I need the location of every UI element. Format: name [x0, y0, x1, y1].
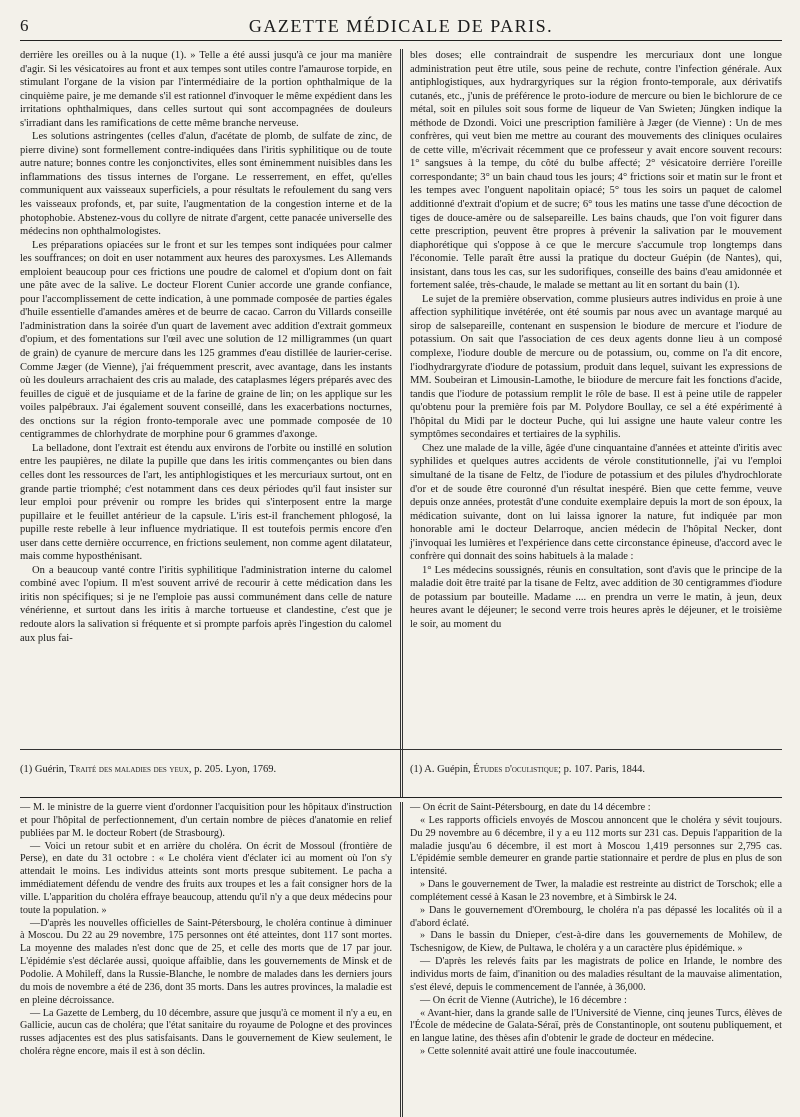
column-divider [400, 802, 403, 1117]
newspaper-page [20, 14, 782, 1117]
news-item: — On écrit de Saint-Pétersbourg, en date du 14 décembre : [410, 802, 651, 813]
news-left-column [20, 802, 392, 1117]
footnote-right [410, 750, 782, 797]
footnote-prefix: (1) Guérin, [20, 764, 70, 775]
news-item: — On écrit de Vienne (Autriche), le 16 décembre : [420, 994, 627, 1006]
footnote-title: Traité des maladies des yeux [69, 764, 189, 775]
footnote-prefix: (1) A. Guépin, [410, 764, 474, 775]
article-paragraph: Chez une malade de la ville, âgée d'une cinquantaine d'années et atteinte d'iritis avec syphilides et quelques autres accidents de vérole constitutionnelle, j'ai vu l'emploi simultané de la tisane de Feltz, de l'iodure de potassium et des pilules d'hydrochlorate d'or et de soude être couronné d'un résultat inespéré. Bien que cette femme, veuve depuis onze années, protestât d'une conduite exemplaire depuis la mort de son époux, la médication suivante, dont on lui laissa ignorer la nature, fut indiquée par mon honorable ami le docteur Delarroque, ancien médecin de l'hôpital Necker, dont j'invoquai les lumières et l'expérience dans cette circonstance épineuse, d'accord avec le confrère qui donnait des soins habituels à la malade : [410, 442, 782, 563]
section-rule [20, 797, 782, 798]
news-item: » Dans le gouvernement de Twer, la maladie est restreinte au district de Torschok; elle a complétement cessé à Kasan le 23 novembre, et à Simbirsk le 24. [410, 879, 782, 903]
news-item: — D'après les relevés faits par les magistrats de police en Irlande, le nombre des individus morts de faim, d'inanition ou des maladies résultant de la mauvaise alimentation, s'est élevé, depuis le commencement de l'année, à 36,000. [410, 956, 782, 993]
article-paragraph: 1° Les médecins soussignés, réunis en consultation, sont d'avis que le principe de la maladie doit être traité par la tisane de Feltz, avec addition de 30 centigrammes d'iodure de potassium par bouteille. Madame .... en prendra un verre le matin, à jeun, deux heures avant le déjeuner; le second verre trois heures après le déjeuner, et le troisième le soir, au moment du [410, 564, 782, 630]
column-divider [400, 750, 403, 797]
news-right-column [410, 802, 782, 1117]
page-header [20, 14, 782, 41]
running-title: GAZETTE MÉDICALE DE PARIS. [248, 16, 554, 36]
column-divider [400, 49, 403, 749]
article-right-column [410, 49, 782, 749]
footnote-left [20, 750, 392, 797]
article-paragraph: bles doses; elle contraindrait de suspendre les mercuriaux dont une longue administration peut être utile, sous peine de rechute, contre l'infection générale. Aux antiphlogistiques, aux hydrargyriques sur la région fronto-temporale, aux dérivatifs cutanés, etc., j'unis de préférence le proto-iodure de mercure ou bien le bichlorure de ce métal, soit en pilules soit sous forme de liqueur de Van Swieten; Jüngken indique la méthode de Dzondi. Voici une prescription familière à Jæger (de Vienne) : Un de mes confrères, qui veut bien me mettre au courant des mouvements des cliniques oculaires de cette ville, m'écrivait récemment que ce professeur y avait encore souvent recours: 1° sangsues à la tempe, du côté du bulbe affecté; 2° vésicatoire derrière l'oreille correspondante; 3° un bain chaud tous les jours; 4° frictions soir et matin sur le front et les tempes avec l'onguent napolitain opiacé; 5° tous les soirs un paquet de calomel additionné d'extrait d'opium et de sucre; 6° tous les matins une tasse d'une décoction de tiges de douce-amère ou de salsepareille. Les bains chauds, que l'on voit figurer dans cette prescription, peuvent être propres à prévenir la salivation par le mouvement diaphorétique qui s'oppose à ce que le mercure s'accumule trop longtemps dans l'économie. Telle paraît être aussi la pratique du docteur Guépin (de Nantes), qui, insistant, dans tous les cas, sur les sudorifiques, conseille des bains d'eau amidonnée et fortement salée, très-chaude, le malade se mettant au lit en sortant du bain (1). [410, 50, 782, 292]
news-item: — La Gazette de Lemberg, du 10 décembre, assure que jusqu'à ce moment il n'y a eu, en Gallicie, aucun cas de choléra; que l'état sanitaire du royaume de Pologne et des provinces russes adjacentes est des plus satisfaisants. Dans le gouvernement de Kiew seulement, le choléra règne encore, mais il est à son déclin. [20, 1007, 392, 1058]
news-item: « Avant-hier, dans la grande salle de l'Université de Vienne, cinq jeunes Turcs, élèves de l'École de médecine de Galata-Séraï, près de Constantinople, ont soutenu publiquement, et en langue latine, des thèses afin d'obtenir le grade de docteur en médecine. [410, 1007, 782, 1045]
news-item: « Les rapports officiels envoyés de Moscou annoncent que le choléra y sévit toujours. Du 29 novembre au 6 décembre, il y a eu 112 morts sur 231 cas. Depuis l'apparition de la maladie jusqu'au 6 décembre, il est mort à Moscou 1,419 personnes sur 2,795 cas. L'épidémie semble demeurer en grande partie stationnaire et perdre de plus en plus de son intensité. [410, 814, 782, 878]
news-item: — Voici un retour subit et en arrière du choléra. On écrit de Mossoul (frontière de Perse), en date du 31 octobre : « Le choléra vient d'éclater ici au moment où l'on s'y attendait le moins. Les individus atteints sont morts presque subitement. Le pacha a immédiatement défendu de vendre des fruits aux troupes et les a fait consigner hors de la ville. L'apparition du choléra effraye beaucoup, attendu qu'il n'y a que deux médecins pour toute la population. » [20, 840, 392, 916]
news-section [20, 802, 782, 1117]
article-paragraph: Le sujet de la première observation, comme plusieurs autres individus en proie à une affection syphilitique invétérée, ont été soumis par nous avec un avantage marqué au sirop de salsepareille, contenant en suspension le biodure de mercure et l'iodure de potassium. On sait que l'association de ces deux agents donne lieu à un composé complexe, l'iodure double de mercure ou de potassium, ou, comme on l'a dit encore, l'iodhydrargyrate d'iodure de potassium, produit dans lequel, suivant les expressions de MM. Soubeiran et Limousin-Lamothe, le biiodure de mercure fait les fonctions d'acide, tandis que l'iodure de potassium remplit le rôle de base. Il est à peine utile de rappeler qu'obtenu pour la première fois par M. Polydore Boullay, ce sel a été expérimenté à l'hôpital du Midi par le docteur Puche, qui lui assigne une haute valeur contre les symptômes secondaires et tertiaires de la syphilis. [410, 293, 782, 441]
article-body [20, 49, 782, 749]
article-paragraph: Les préparations opiacées sur le front et sur les tempes sont indiquées pour calmer les souffrances; on doit en user notamment aux heures des paroxysmes. Les Allemands emploient beaucoup pour ces frictions une poudre de calomel et d'opium dont on fait une pâte avec de la salive. Le docteur Florent Cunier accorde une grande confiance, pour l'accomplissement de cette indication, à une pommade composée de parties égales d'huile essentielle d'amandes amères et de beurre de cacao. Carron du Villards conseille l'administration dans la soirée d'un quart de lavement avec addition d'extrait gommeux d'opium, et des fomentations sur l'œil avec une solution de 12 milligrammes (un quart de grain) de cyanure de mercure dans les 125 grammes d'eau distillée de laurier-cerise. Comme Jæger (de Vienne), j'ai fréquemment prescrit, avec avantage, dans les instants où les douleurs arrachaient des cris au malade, des cataplasmes légers préparés avec des feuilles de ciguë et de jusquiame et de la farine de graine de lin; on les applique sur les voiles palpébraux. J'ai également souvent conseillé, dans les exacerbations nocturnes, des onctions sur la région fronto-temporale avec une pommade composée de 10 centigrammes de chlorhydrate de morphine pour 6 grammes d'axonge. [20, 239, 392, 441]
footnote-suffix: , p. 205. Lyon, 1769. [188, 764, 277, 775]
page-number: 6 [20, 16, 29, 35]
news-item: —D'après les nouvelles officielles de Saint-Pétersbourg, le choléra continue à diminuer à Moscou. Du 22 au 29 novembre, 175 personnes ont été atteintes, dont 117 sont mortes. La moyenne des malades n'est donc que de 25, et celle des morts que de 17 par jour. L'épidémie s'est déclarée aussi, quoique affaiblie, dans les gouvernements de Minsk et de Podolie. A Mohileff, dans la Russie-Blanche, le nombre de malades dans les derniers jours du mois de novembre a été de 236, dont 35 morts. Dans les autres provinces, la maladie est en pleine décroissance. [20, 917, 392, 1006]
article-paragraph: Les solutions astringentes (celles d'alun, d'acétate de plomb, de sulfate de zinc, de pierre divine) sont formellement contre-indiquées dans l'iritis syphilitique ou de toute autre nature; bonnes contre les conjonctivites, elles sont éminemment nuisibles dans les inflammations des tissus internes de l'organe. Le resserrement, en effet, qu'elles communiquent aux vaisseaux superficiels, a pour résultats le refoulement du sang vers les vaisseaux profonds, et, par suite, l'augmentation de la congestion interne et de la photophobie. Abstenez-vous du collyre de nitrate d'argent, cette panacée universelle des médecins non ophthalmologistes. [20, 131, 392, 238]
article-paragraph: On a beaucoup vanté contre l'iritis syphilitique l'administration interne du calomel combiné avec l'opium. Il m'est souvent arrivé de recourir à cette médication dans les iritis non spécifiques; si je ne l'emploie pas aussi communément dans celle de nature vénérienne, et surtout dans les iritis à marche tortueuse et clandestine, c'est que je redoute alors la salivation si fréquente et si prompte parfois après l'ingestion du calomel aux plus fai- [20, 564, 392, 644]
footnotes [20, 749, 782, 797]
news-item: » Cette solennité avait attiré une foule inaccoutumée. [420, 1046, 637, 1058]
article-left-column [20, 49, 392, 749]
news-item: » Dans le gouvernement d'Orembourg, le choléra n'a pas dépassé les localités où il a d'abord éclaté. [410, 904, 782, 929]
news-item: — M. le ministre de la guerre vient d'ordonner l'acquisition pour les hôpitaux d'instruction et pour l'hôpital de perfectionnement, d'un certain nombre de pièces d'anatomie en relief publiées par M. le docteur Robert (de Strasbourg). [20, 802, 392, 839]
article-paragraph: La belladone, dont l'extrait est étendu aux environs de l'orbite ou instillé en solution entre les paupières, ne dilate la pupille que dans les iritis commençantes ou bien dans celles dont les ressources de l'art, les antiphlogistiques et les mercuriaux surtout, ont en grande partie triomphé; c'est notamment dans ces deux périodes qu'il faut insister sur leur emploi pour prévenir ou rompre les brides qui s'interposent entre la marge pupillaire et le feuillet antérieur de la capsule. L'iris est-il franchement phlogosé, la pupille reste rebelle à leur influence mydriatique. Il est toutefois permis encore d'en user dans cette dernière occurrence, en frictions seulement, non comme agent dilatateur, mais comme hyposthénisant. [20, 442, 392, 563]
news-item: » Dans le bassin du Dnieper, c'est-à-dire dans les gouvernements de Mohilew, de Tschesnigow, de Kiew, de Pultawa, le choléra y a un caractère plus épidémique. » [410, 930, 782, 955]
article-paragraph: derrière les oreilles ou à la nuque (1). » Telle a été aussi jusqu'à ce jour ma manière d'agir. Si les vésicatoires au front et aux tempes sont utiles contre l'amaurose torpide, en stimulant l'organe de la vision par l'intermédiaire de la portion ophthalmique de la cinquième paire, je me demande s'il est rationnel d'invoquer le même expédient dans les irritations ophthalmiques, dans celles surtout qui sont accompagnées de douleurs s'irradiant dans les ramifications de cette même branche nerveuse. [20, 50, 392, 129]
footnote-title: Études d'oculistique [473, 764, 559, 775]
footnote-suffix: ; p. 107. Paris, 1844. [558, 764, 646, 775]
